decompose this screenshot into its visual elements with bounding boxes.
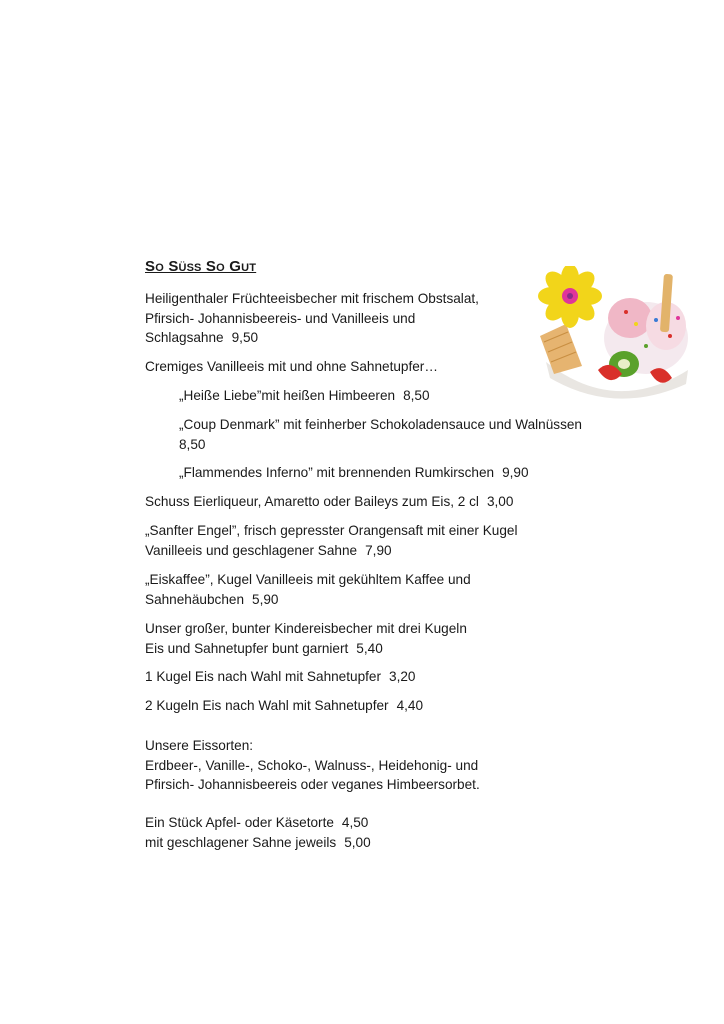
cake-line: mit geschlagener Sahne jeweils (145, 834, 337, 850)
item-line: Heiligenthaler Früchteeisbecher mit frischem Obstsalat, (145, 291, 479, 306)
menu-title: So Süß So Gut (145, 258, 257, 275)
menu-item-sanfter-engel (145, 521, 518, 560)
item-line: 2 Kugeln Eis nach Wahl mit Sahnetupfer (145, 698, 389, 713)
item-price: 4,40 (396, 698, 424, 713)
item-line: Pfirsich- Johannisbeereis- und Vanilleeis und (145, 310, 416, 326)
item-line: „Sanfter Engel”, frisch gepresster Orangensaft mit einer Kugel (145, 523, 518, 538)
menu-item-flammendes-inferno (179, 463, 529, 483)
item-line: Schlagsahne (145, 330, 224, 345)
item-price: 7,90 (365, 542, 392, 558)
item-price: 9,50 (231, 330, 259, 345)
menu-item-fruit-sundae (145, 289, 479, 348)
menu-item-coup-denmark (179, 415, 582, 454)
menu-item-liqueur (145, 492, 513, 512)
cake-section (145, 813, 371, 852)
menu-item-two-scoops (145, 696, 423, 716)
item-line: Unser großer, bunter Kindereisbecher mit drei Kugeln (145, 621, 467, 636)
cake-price: 5,00 (344, 834, 371, 850)
cake-price: 4,50 (341, 815, 369, 830)
item-price: 8,50 (403, 388, 430, 403)
item-price: 3,20 (389, 669, 416, 684)
flavors-line: Pfirsich- Johannisbeereis oder veganes Himbeersorbet. (145, 777, 480, 792)
item-line: Sahnehäubchen (145, 591, 245, 607)
menu-item-vanilla (145, 357, 438, 377)
item-line: Cremiges Vanilleeis mit und ohne Sahnetupfer… (145, 359, 438, 374)
flavors-line: Erdbeer-, Vanille-, Schoko-, Walnuss-, Heidehonig- und (145, 757, 479, 773)
item-price: 9,90 (502, 465, 529, 480)
menu-item-kids-sundae (145, 619, 467, 658)
item-line: „Flammendes Inferno” mit brennenden Rumkirschen (179, 465, 495, 480)
menu-item-one-scoop (145, 667, 415, 687)
item-line: „Coup Denmark” mit feinherber Schokoladensauce und Walnüssen (179, 417, 582, 432)
menu-item-heisse-liebe (179, 386, 430, 406)
item-line: Eis und Sahnetupfer bunt garniert (145, 640, 349, 656)
item-line: Schuss Eierliqueur, Amaretto oder Baileys zum Eis, 2 cl (145, 494, 479, 509)
item-line: „Eiskaffee”, Kugel Vanilleeis mit gekühltem Kaffee und (145, 572, 471, 587)
item-line: 8,50 (179, 436, 206, 452)
item-price: 5,40 (356, 640, 383, 656)
ice-cream-sundae-image (538, 266, 692, 406)
menu-item-eiskaffee (145, 570, 471, 609)
item-line: 1 Kugel Eis nach Wahl mit Sahnetupfer (145, 669, 382, 684)
item-line: Vanilleeis und geschlagener Sahne (145, 542, 358, 558)
item-price: 5,90 (252, 591, 279, 607)
cake-line: Ein Stück Apfel- oder Käsetorte (145, 815, 334, 830)
item-price: 3,00 (486, 494, 514, 509)
item-line: „Heiße Liebe”mit heißen Himbeeren (179, 388, 396, 403)
flavors-heading: Unsere Eissorten: (145, 738, 254, 753)
flower-decoration (538, 266, 602, 328)
flavors-section (145, 736, 480, 795)
